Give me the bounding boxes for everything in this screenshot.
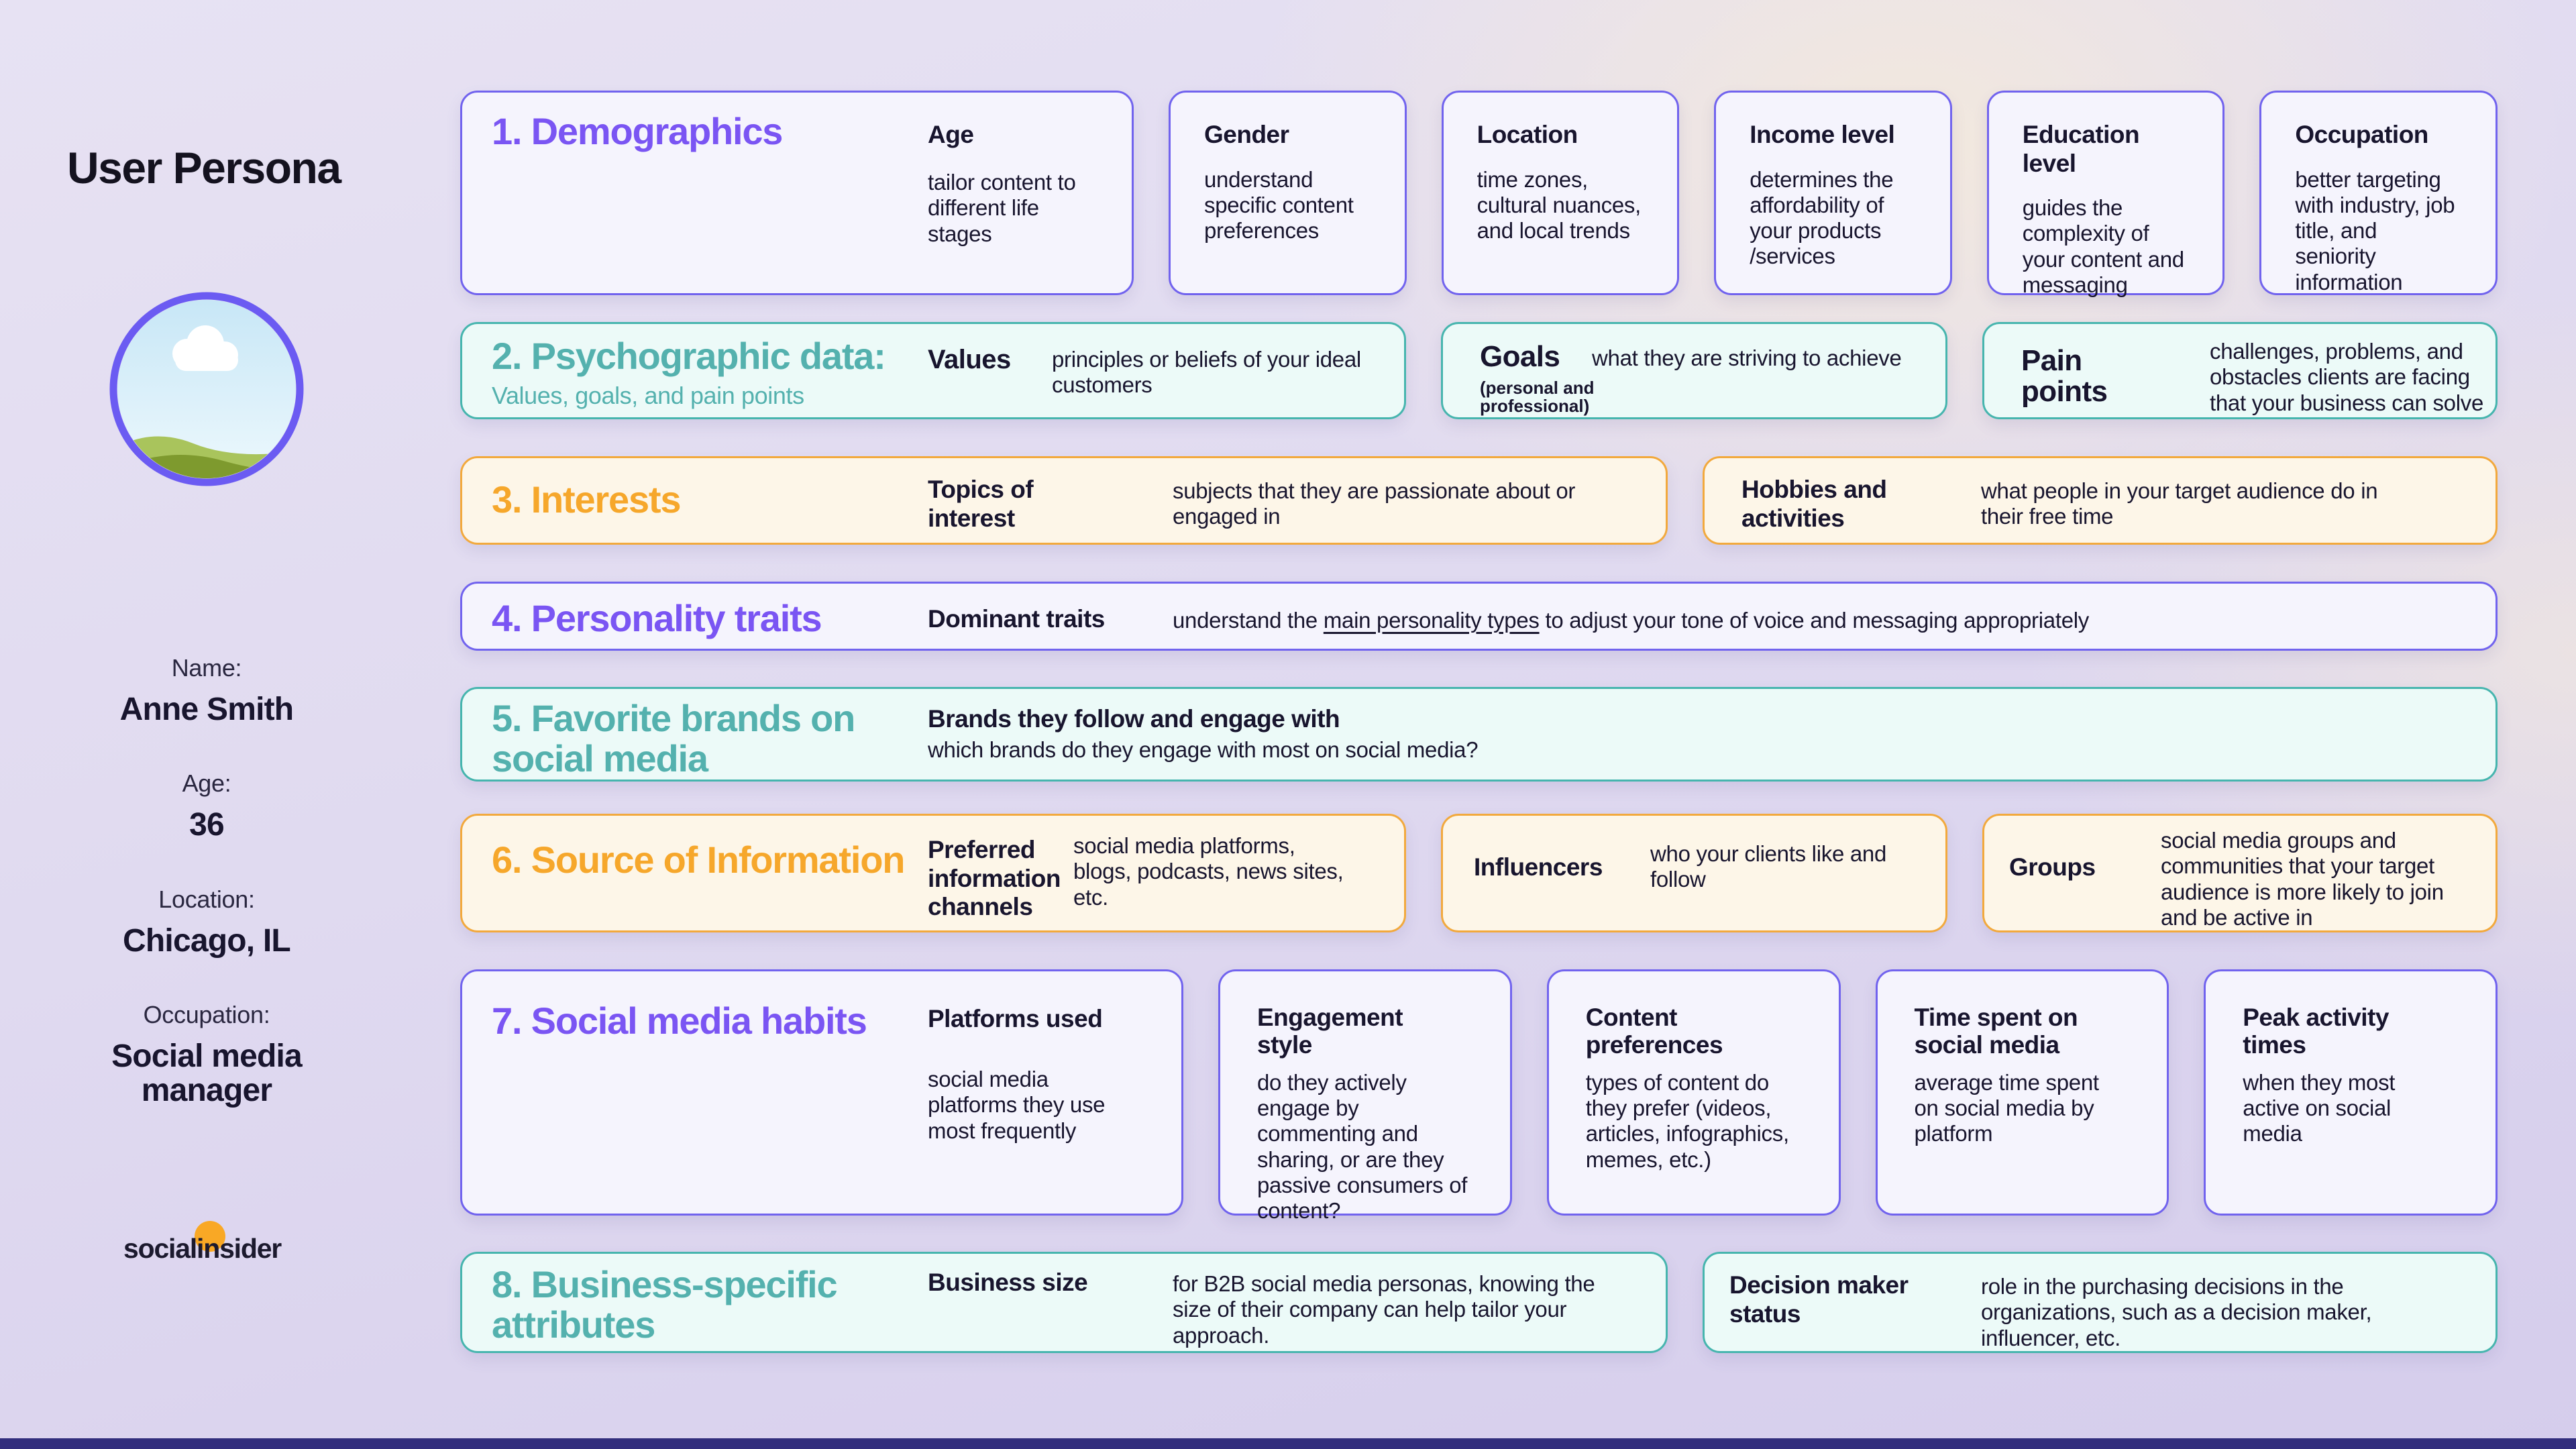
location-card xyxy=(1442,91,1680,295)
section-source-of-information xyxy=(460,814,2498,932)
dominant-traits-text xyxy=(1173,608,2447,633)
section-favorite-brands xyxy=(460,687,2498,782)
influencers-text: who your clients like and follow xyxy=(1650,841,1887,892)
section-3-heading: 3. Interests xyxy=(492,478,681,521)
pain-points-title: Pain points xyxy=(2021,344,2108,409)
decision-maker-text: role in the purchasing decisions in the organizations, such as a decision maker, influencer, etc. xyxy=(1981,1274,2372,1350)
psychographic-main-card xyxy=(460,322,1406,419)
section-social-media-habits xyxy=(460,969,2498,1224)
topics-of-interest-text: subjects that they are passionate about or engaged in xyxy=(1173,478,1576,529)
education-level-title: Education level xyxy=(2022,121,2140,177)
influencers-card xyxy=(1441,814,1947,932)
bottom-accent-bar xyxy=(0,1438,2576,1449)
preferred-channels-text: social media platforms, blogs, podcasts, news sites, etc. xyxy=(1073,833,1344,910)
content-preferences-title: Content preferences xyxy=(1585,1004,1723,1059)
brands-followed-text: which brands do they engage with most on social media? xyxy=(928,737,1479,762)
age-label: Age: xyxy=(182,769,231,798)
section-personality-traits xyxy=(460,582,2498,651)
groups-text: social media groups and communities that your target audience is more likely to join and be active in xyxy=(2161,828,2444,930)
section-psychographic xyxy=(460,322,2498,419)
age-item-text: tailor content to different life stages xyxy=(928,170,1076,246)
goals-title-note: (personal and professional) xyxy=(1480,378,1595,417)
peak-activity-text: when they most active on social media xyxy=(2243,1069,2396,1146)
goals-title: Goals xyxy=(1480,340,1560,373)
logo-text: socialinsider xyxy=(123,1233,282,1264)
personality-types-link[interactable]: main personality types xyxy=(1323,608,1540,633)
gender-text: understand specific content preferences xyxy=(1204,166,1354,244)
peak-activity-title: Peak activity times xyxy=(2243,1004,2389,1059)
values-title: Values xyxy=(928,345,1011,374)
socialinsider-logo xyxy=(123,1229,405,1283)
time-spent-text: average time spent on social media by platform xyxy=(1914,1069,2099,1146)
gender-card xyxy=(1169,91,1407,295)
section-2-heading: 2. Psychographic data: xyxy=(492,335,885,377)
values-text: principles or beliefs of your ideal customers xyxy=(1052,347,1361,398)
occupation-title: Occupation xyxy=(2295,121,2428,148)
interests-main-card xyxy=(460,456,1668,545)
dominant-traits-text-before: understand the xyxy=(1173,608,1324,633)
name-label: Name: xyxy=(171,654,242,682)
occupation-value: Social media manager xyxy=(111,1038,302,1108)
section-5-heading: 5. Favorite brands on social media xyxy=(492,697,855,780)
goals-text: what they are striving to achieve xyxy=(1592,345,1902,370)
business-size-title: Business size xyxy=(928,1269,1088,1296)
section-demographics xyxy=(460,91,2498,295)
dominant-traits-title: Dominant traits xyxy=(928,605,1105,633)
demographics-main-card xyxy=(460,91,1134,295)
section-interests xyxy=(460,456,2498,545)
hobbies-text: what people in your target audience do in their free time xyxy=(1981,478,2378,529)
income-level-title: Income level xyxy=(1750,121,1895,148)
pain-points-card xyxy=(1982,322,2498,419)
influencers-title: Influencers xyxy=(1474,853,1603,881)
location-text: time zones, cultural nuances, and local trends xyxy=(1477,166,1641,244)
location-title: Location xyxy=(1477,121,1578,148)
age-value: 36 xyxy=(189,807,224,843)
personality-traits-card xyxy=(460,582,2498,651)
section-4-heading: 4. Personality traits xyxy=(492,597,822,639)
persona-avatar xyxy=(109,292,304,486)
business-size-text: for B2B social media personas, knowing the size of their company can help tailor your approach. xyxy=(1173,1271,1595,1348)
brands-followed-title: Brands they follow and engage with xyxy=(928,705,1340,733)
preferred-channels-title: Preferred information channels xyxy=(928,836,1061,921)
occupation-label: Occupation: xyxy=(143,1001,270,1029)
decision-maker-title: Decision maker status xyxy=(1729,1271,1909,1328)
source-of-information-main-card xyxy=(460,814,1406,932)
platforms-used-text: social media platforms they use most frequently xyxy=(928,1067,1106,1143)
age-item-title: Age xyxy=(928,121,974,148)
section-business-attributes xyxy=(460,1252,2498,1353)
section-7-heading: 7. Social media habits xyxy=(492,1000,867,1042)
platforms-used-title: Platforms used xyxy=(928,1005,1103,1032)
topics-of-interest-title: Topics of interest xyxy=(928,476,1034,532)
section-1-heading: 1. Demographics xyxy=(492,110,783,152)
persona-details xyxy=(59,654,354,1150)
education-level-text: guides the complexity of your content and messaging xyxy=(2022,195,2184,297)
occupation-card xyxy=(2259,91,2498,295)
occupation-text: better targeting with industry, job title, and seniority information xyxy=(2295,166,2455,294)
dominant-traits-text-after: to adjust your tone of voice and messaging appropriately xyxy=(1539,608,2089,633)
groups-title: Groups xyxy=(2009,853,2096,881)
education-level-card xyxy=(1987,91,2225,295)
goals-card xyxy=(1441,322,1947,419)
page-title: User Persona xyxy=(67,143,341,193)
section-6-heading: 6. Source of Information xyxy=(492,839,905,881)
hobbies-title: Hobbies and activities xyxy=(1741,476,1887,532)
location-label: Location: xyxy=(158,885,255,913)
content-preferences-card xyxy=(1547,969,1841,1216)
name-value: Anne Smith xyxy=(119,692,294,727)
engagement-style-text: do they actively engage by commenting and sharing, or are they passive consumers of content? xyxy=(1257,1069,1468,1224)
groups-card xyxy=(1982,814,2498,932)
section-8-heading: 8. Business-specific attributes xyxy=(492,1263,837,1346)
income-level-text: determines the affordability of your products /services xyxy=(1750,166,1894,269)
engagement-style-card xyxy=(1218,969,1512,1224)
time-spent-title: Time spent on social media xyxy=(1914,1004,2078,1059)
business-attributes-main-card xyxy=(460,1252,1668,1353)
hobbies-card xyxy=(1703,456,2498,545)
section-2-subheading: Values, goals, and pain points xyxy=(492,382,804,409)
gender-title: Gender xyxy=(1204,121,1289,148)
engagement-style-title: Engagement style xyxy=(1257,1004,1403,1059)
peak-activity-card xyxy=(2204,969,2498,1216)
content-preferences-text: types of content do they prefer (videos, articles, infographics, memes, etc.) xyxy=(1585,1069,1789,1172)
pain-points-text: challenges, problems, and obstacles clients are facing that your business can solve xyxy=(2210,339,2483,415)
income-level-card xyxy=(1714,91,1952,295)
landscape-avatar-icon xyxy=(109,292,304,486)
location-value: Chicago, IL xyxy=(123,922,290,959)
social-media-habits-main-card xyxy=(460,969,1183,1216)
time-spent-card xyxy=(1876,969,2169,1216)
decision-maker-card xyxy=(1703,1252,2498,1353)
favorite-brands-card xyxy=(460,687,2498,782)
